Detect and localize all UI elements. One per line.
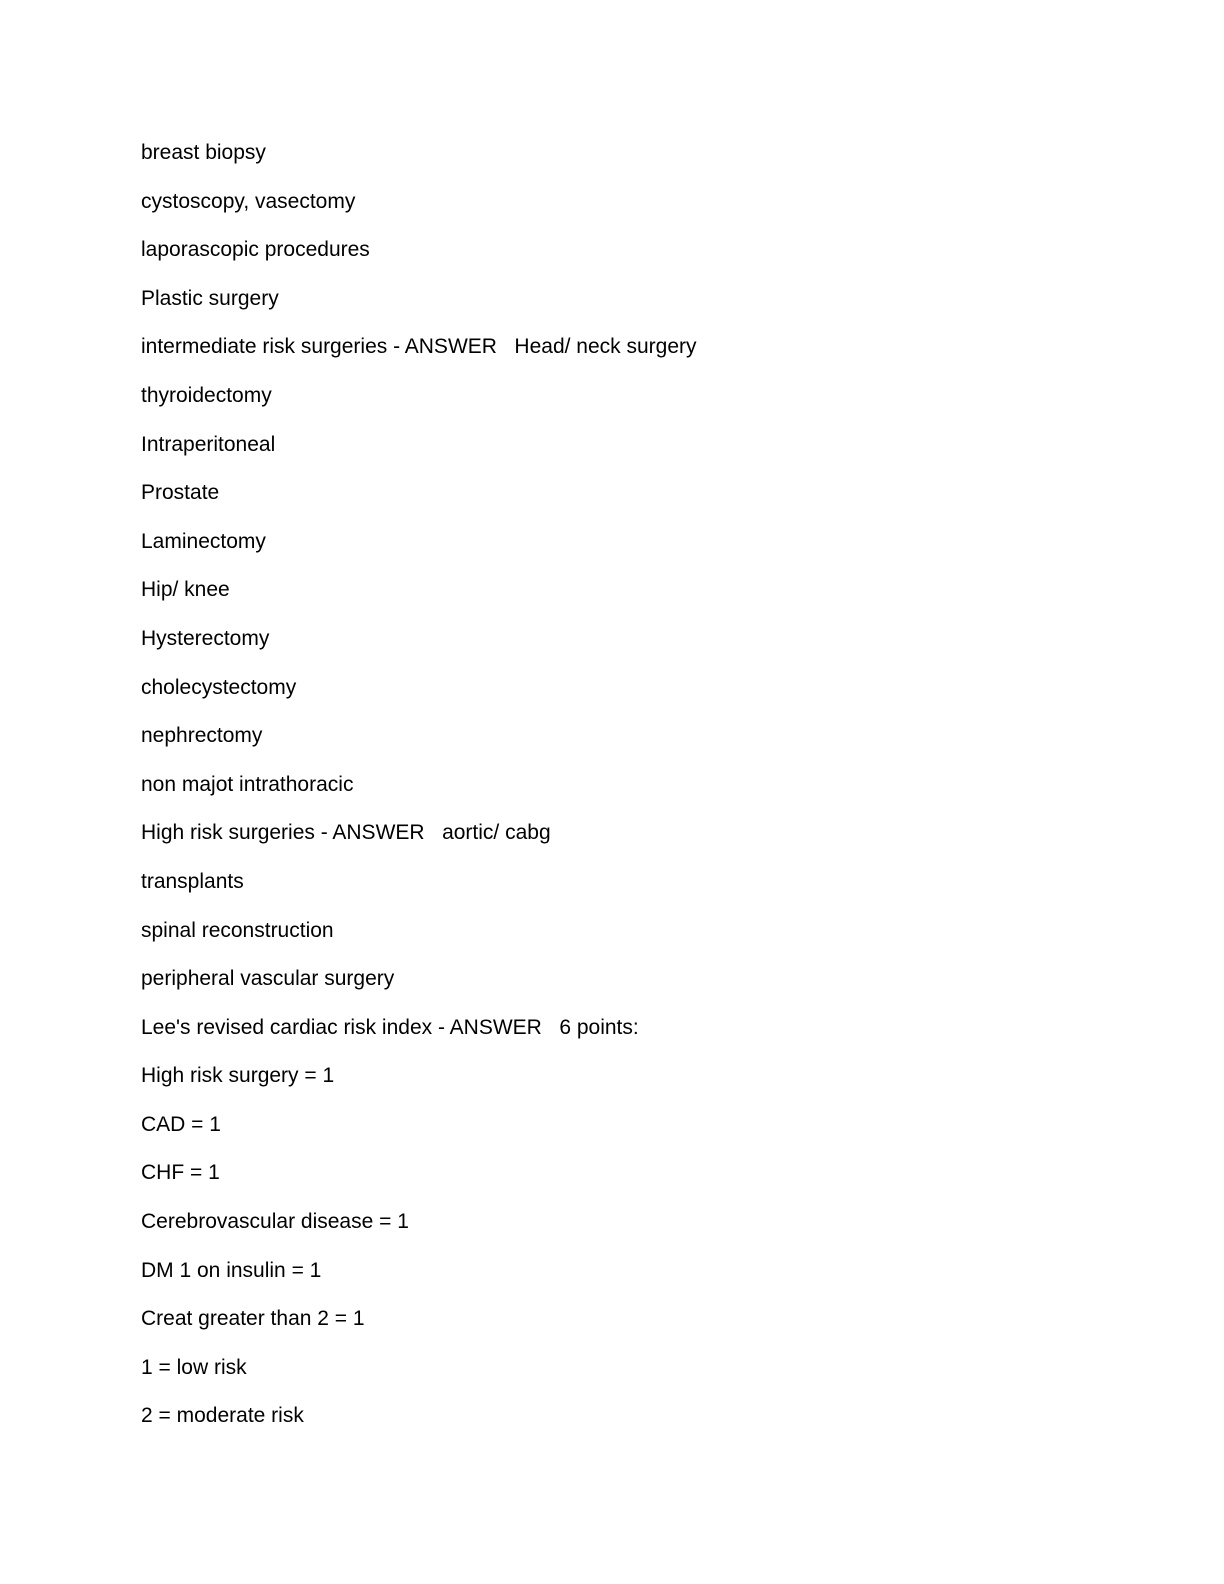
text-line: Hip/ knee	[141, 578, 230, 602]
text-line: breast biopsy	[141, 141, 266, 164]
text-line: peripheral vascular surgery	[141, 967, 395, 991]
text-line: Plastic surgery	[141, 286, 279, 310]
document-text-lines	[141, 137, 697, 1449]
text-line: spinal reconstruction	[141, 918, 334, 942]
text-line: cholecystectomy	[141, 675, 297, 699]
text-line: DM 1 on insulin = 1	[141, 1258, 322, 1282]
text-line: Laminectomy	[141, 529, 266, 553]
text-line: intermediate risk surgeries - ANSWER Head/ neck surgery	[141, 335, 697, 359]
text-line: High risk surgeries - ANSWER aortic/ cabg	[141, 821, 551, 845]
text-line: 2 = moderate risk	[141, 1404, 304, 1428]
text-line: Creat greater than 2 = 1	[141, 1307, 365, 1331]
text-line: Lee's revised cardiac risk index - ANSWER 6 points:	[141, 1015, 639, 1039]
text-line: non majot intrathoracic	[141, 772, 354, 796]
text-line: Cerebrovascular disease = 1	[141, 1210, 409, 1234]
text-line: thyroidectomy	[141, 383, 272, 407]
text-line: CHF = 1	[141, 1161, 220, 1185]
text-line: laporascopic procedures	[141, 238, 370, 262]
text-line: cystoscopy, vasectomy	[141, 189, 356, 213]
text-line: transplants	[141, 869, 244, 893]
text-line: nephrectomy	[141, 724, 263, 748]
text-line: High risk surgery = 1	[141, 1064, 335, 1088]
text-line: Intraperitoneal	[141, 432, 276, 456]
text-line: Prostate	[141, 481, 220, 505]
text-line: Hysterectomy	[141, 626, 270, 650]
text-line: 1 = low risk	[141, 1355, 247, 1379]
text-line: CAD = 1	[141, 1112, 221, 1136]
